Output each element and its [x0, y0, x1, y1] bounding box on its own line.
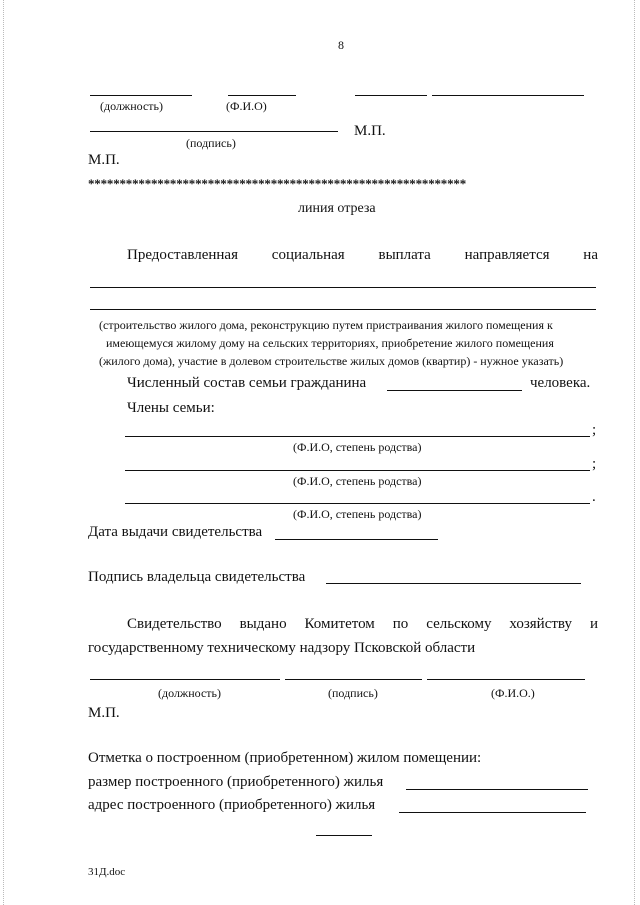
family-member-caption-2: (Ф.И.О, степень родства): [293, 474, 422, 488]
family-member-punct-2: ;: [592, 456, 597, 472]
family-member-line-1: [125, 436, 590, 437]
end-dash: [316, 835, 372, 836]
family-member-punct-1: ;: [592, 422, 597, 438]
fio-caption: (Ф.И.О): [226, 99, 267, 113]
purpose-word: направляется: [464, 247, 550, 263]
issue-date-label: Дата выдачи свидетельства: [88, 524, 263, 540]
official-signature-line: [285, 679, 422, 680]
housing-mark-title: Отметка о построенном (приобретенном) жилом помещении:: [88, 750, 482, 766]
official-fio-line: [427, 679, 585, 680]
purpose-note-line-1: (строительство жилого дома, реконструкцию путем пристраивания жилого помещения к: [99, 318, 553, 332]
family-count-label: Численный состав семьи гражданина: [127, 375, 367, 391]
position-line: [90, 95, 192, 96]
signature-line: [90, 131, 338, 132]
issued-by-word: и: [589, 616, 598, 632]
housing-address-line: [399, 812, 586, 813]
cut-line-label: линия отреза: [298, 201, 376, 216]
extra-line-2: [432, 95, 584, 96]
star-separator: ************************************************************: [88, 176, 467, 191]
stamp-mark-left: М.П.: [88, 152, 120, 168]
issued-by-line-1: [127, 616, 598, 633]
purpose-note-line-2: имеющемуся жилому дому на сельских территориях, приобретение жилого помещения: [106, 336, 554, 350]
issued-by-word: по: [392, 616, 409, 632]
issued-by-word: хозяйству: [509, 616, 572, 632]
purpose-word: выплата: [378, 247, 431, 263]
purpose-heading: [127, 247, 598, 264]
issued-by-word: сельскому: [426, 616, 492, 632]
page-left-edge: [3, 0, 4, 905]
issued-by-word: Свидетельство: [127, 616, 222, 632]
purpose-note-line-3: (жилого дома), участие в долевом строительстве жилых домов (квартир) - нужное указать): [99, 354, 564, 368]
official-fio-caption: (Ф.И.О.): [491, 686, 535, 700]
issued-by-line-2: государственному техническому надзору Псковской области: [88, 640, 476, 656]
family-member-punct-3: .: [592, 489, 596, 505]
position-caption: (должность): [100, 99, 163, 113]
owner-signature-line: [326, 583, 581, 584]
issue-date-line: [275, 539, 438, 540]
fio-line: [228, 95, 296, 96]
page-number: 8: [338, 38, 344, 52]
purpose-word: социальная: [271, 247, 345, 263]
family-member-line-2: [125, 470, 590, 471]
family-member-line-3: [125, 503, 590, 504]
housing-size-line: [406, 789, 588, 790]
footer-filename: 31Д.doc: [88, 866, 126, 878]
family-member-caption-3: (Ф.И.О, степень родства): [293, 507, 422, 521]
purpose-word: Предоставленная: [127, 247, 238, 263]
stamp-mark-right: М.П.: [354, 123, 386, 139]
housing-size-label: размер построенного (приобретенного) жилья: [88, 774, 384, 790]
family-count-suffix: человека.: [530, 375, 591, 391]
issued-by-word: Комитетом: [304, 616, 375, 632]
family-member-caption-1: (Ф.И.О, степень родства): [293, 440, 422, 454]
issued-by-word: выдано: [239, 616, 287, 632]
page-right-edge: [634, 0, 635, 905]
purpose-line-1: [90, 287, 596, 288]
housing-address-label: адрес построенного (приобретенного) жилья: [88, 797, 376, 813]
official-position-line: [90, 679, 280, 680]
purpose-line-2: [90, 309, 596, 310]
signature-caption: (подпись): [186, 136, 236, 150]
official-position-caption: (должность): [158, 686, 221, 700]
official-signature-caption: (подпись): [328, 686, 378, 700]
family-members-label: Члены семьи:: [127, 400, 215, 416]
stamp-mark-official: М.П.: [88, 705, 120, 721]
extra-line-1: [355, 95, 427, 96]
purpose-word: на: [583, 247, 598, 263]
owner-signature-label: Подпись владельца свидетельства: [88, 569, 306, 585]
family-count-line: [387, 390, 522, 391]
